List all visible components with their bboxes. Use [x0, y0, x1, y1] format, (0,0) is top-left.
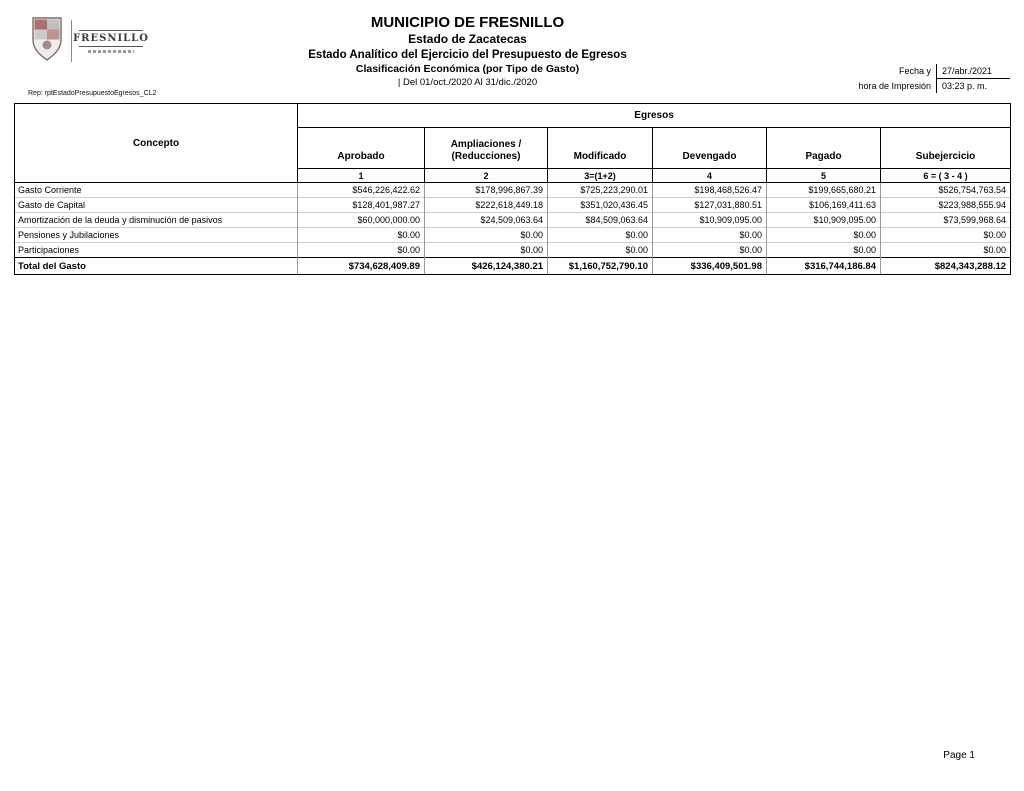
row-value: $199,665,680.21: [767, 183, 881, 198]
print-info: [858, 64, 1010, 93]
column-number-6: 6 = ( 3 - 4 ): [881, 169, 1011, 183]
total-value: $734,628,409.89: [298, 258, 425, 275]
total-value: $824,343,288.12: [881, 258, 1011, 275]
row-value: $725,223,290.01: [548, 183, 653, 198]
group-header-row: [15, 104, 1011, 128]
column-header-subejercicio: Subejercicio: [881, 128, 1011, 169]
total-label: Total del Gasto: [15, 258, 298, 275]
row-value: $60,000,000.00: [298, 213, 425, 228]
row-value: $84,509,063.64: [548, 213, 653, 228]
row-concept: Gasto Corriente: [15, 183, 298, 198]
column-header-aprobado: Aprobado: [298, 128, 425, 169]
total-value: $1,160,752,790.10: [548, 258, 653, 275]
column-number-4: 4: [653, 169, 767, 183]
print-time-label: hora de Impresión: [858, 81, 931, 91]
row-value: $0.00: [653, 243, 767, 258]
row-value: $128,401,987.27: [298, 198, 425, 213]
row-value: $0.00: [881, 243, 1011, 258]
column-header-pagado: Pagado: [767, 128, 881, 169]
row-value: $0.00: [881, 228, 1011, 243]
row-value: $106,169,411.63: [767, 198, 881, 213]
row-value: $0.00: [425, 243, 548, 258]
column-number-1: 1: [298, 169, 425, 183]
row-value: $0.00: [653, 228, 767, 243]
table-row: [15, 243, 1011, 258]
row-value: $127,031,880.51: [653, 198, 767, 213]
column-number-2: 2: [425, 169, 548, 183]
row-concept: Amortización de la deuda y disminución de pasivos: [15, 213, 298, 228]
table-row: [15, 183, 1011, 198]
total-value: $316,744,186.84: [767, 258, 881, 275]
row-value: $351,020,436.45: [548, 198, 653, 213]
row-value: $0.00: [767, 243, 881, 258]
table-row: [15, 213, 1011, 228]
row-value: $526,754,763.54: [881, 183, 1011, 198]
row-value: $546,226,422.62: [298, 183, 425, 198]
row-value: $178,996,867.39: [425, 183, 548, 198]
row-value: $0.00: [298, 228, 425, 243]
column-header-modificado: Modificado: [548, 128, 653, 169]
row-value: $0.00: [425, 228, 548, 243]
total-value: $426,124,380.21: [425, 258, 548, 275]
row-value: $0.00: [548, 243, 653, 258]
logo-text: FRESNILLO: [73, 33, 149, 44]
row-concept: Pensiones y Jubilaciones: [15, 228, 298, 243]
row-value: $0.00: [767, 228, 881, 243]
row-concept: Gasto de Capital: [15, 198, 298, 213]
row-value: $222,618,449.18: [425, 198, 548, 213]
row-value: $10,909,095.00: [767, 213, 881, 228]
print-time-value: 03:23 p. m.: [936, 79, 1010, 93]
print-date-label: Fecha y: [898, 66, 931, 76]
classification-title: Clasificación Económica (por Tipo de Gasto): [355, 63, 580, 75]
state-subtitle: Estado de Zacatecas: [408, 32, 527, 46]
row-value: $0.00: [548, 228, 653, 243]
budget-table: [14, 103, 1011, 275]
title-block: [0, 14, 935, 88]
concept-header: Concepto: [15, 104, 298, 183]
column-header-devengado: Devengado: [653, 128, 767, 169]
total-value: $336,409,501.98: [653, 258, 767, 275]
column-number-3: 3=(1+2): [548, 169, 653, 183]
report-id: Rep: rptEstadoPresupuestoEgresos_CL2: [28, 90, 157, 97]
table-row: [15, 198, 1011, 213]
row-value: $223,988,555.94: [881, 198, 1011, 213]
table-row: [15, 228, 1011, 243]
page-title: MUNICIPIO DE FRESNILLO: [370, 14, 565, 31]
total-row: [15, 258, 1011, 275]
column-header-ampliaciones: Ampliaciones / (Reducciones): [425, 128, 548, 169]
column-number-5: 5: [767, 169, 881, 183]
row-value: $10,909,095.00: [653, 213, 767, 228]
row-value: $198,468,526.47: [653, 183, 767, 198]
page-number: Page 1: [943, 750, 975, 761]
egresos-group-header: Egresos: [298, 104, 1011, 128]
report-title: Estado Analítico del Ejercicio del Presupuesto de Egresos: [308, 49, 627, 61]
row-value: $73,599,968.64: [881, 213, 1011, 228]
row-value: $24,509,063.64: [425, 213, 548, 228]
print-date-value: 27/abr./2021: [936, 64, 1010, 79]
report-period: | Del 01/oct./2020 Al 31/dic./2020: [397, 77, 538, 88]
row-concept: Participaciones: [15, 243, 298, 258]
row-value: $0.00: [298, 243, 425, 258]
